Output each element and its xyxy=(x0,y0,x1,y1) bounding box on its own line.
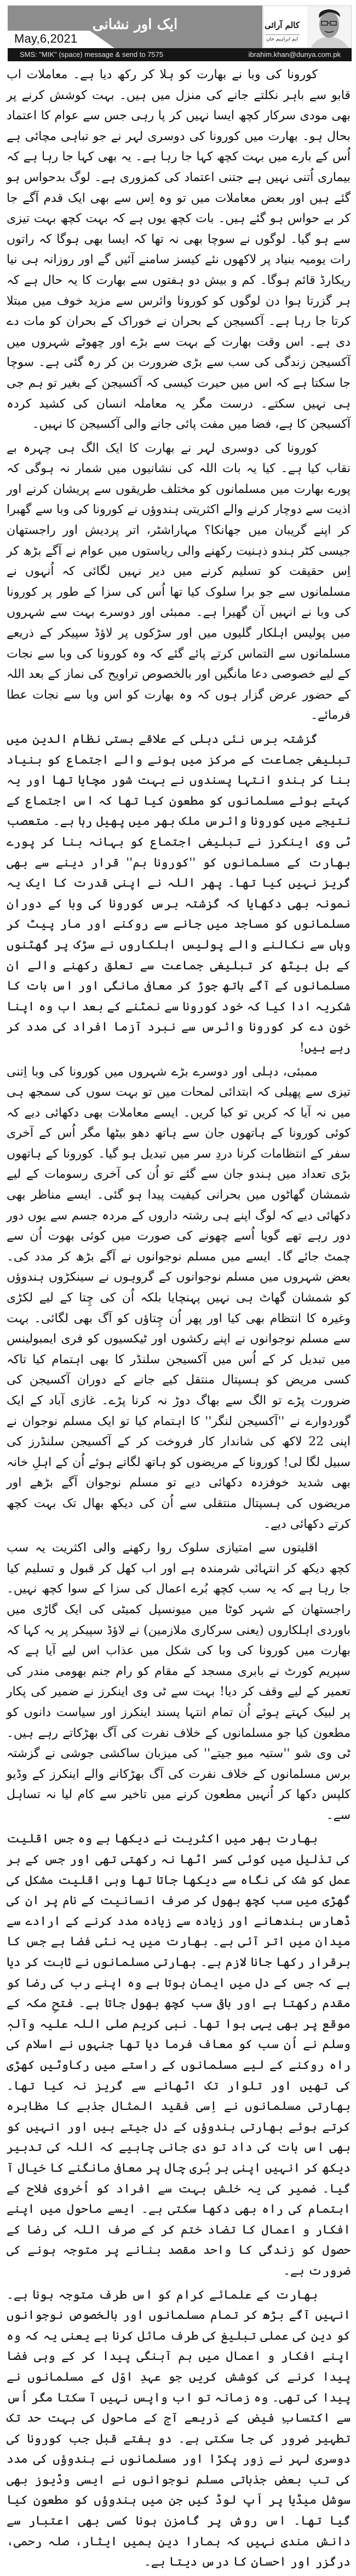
article-paragraph: کورونا کی دوسری لہر نے بھارت کا ایک الگ ہی چہرہ بے نقاب کیا ہے۔ کیا یہ بات اللہ کی نشانیوں میں شمار نہ ہوگی کہ پورے بھارت میں مسلمانوں کو مختلف طریقوں سے پریشان کرنے اور اذیت سے دوچار کرنے والے اکثریتی ہندوؤں نے کورونا کی وبا سے گھبرا کر اپنے گریبان میں جھانکا؟ مہاراشٹر، اتر پردیش اور راجستھان جیسی کٹر ہندو ذہنیت رکھنے والی ریاستوں میں عوام نے آگے بڑھ کر اِس حقیقت کو تسلیم کرنے میں دیر نہیں لگائی کہ اُنہوں نے مسلمانوں سے جو برا سلوک کیا تھا اُس کی سزا کے طور پر کورونا کی وبا نے انہیں آن گھیرا ہے۔ ممبئی اور دوسرے بہت سے شہروں میں پولیس اہلکار گلیوں میں اور سڑکوں پر لاؤڈ سپیکر کے ذریعے مسلمانوں سے التماس کرتے پائے گئے کہ وہ کورونا کی وبا سے نجات کے لیے خصوصی دعا مانگیں اور بالخصوص تراویح کی نماز کے بعد اللہ کے حضور عرض گزار ہوں کہ وہ بھارت کو اس وبا سے نجات عطا فرمائے۔ xyxy=(7,441,351,723)
column-title: ایک اور نشانی xyxy=(92,16,178,33)
article-paragraph: ممبئی، دہلی اور دوسرے بڑے شہروں میں کورونا کی وبا اِتنی تیزی سے پھیلی کہ ابتدائی لمحات میں تو بہت سوں کی سمجھ ہی میں نہ آیا کہ کریں تو کیا کریں۔ ایسے معاملات بھی دکھائی دیے کہ کوئی کورونا کے ہاتھوں جان سے ہاتھ دھو بیٹھا مگر اُس کے آخری سفر کے انتظامات کرنا دردِ سر میں تبدیل ہو گیا۔ کورونا کے ہاتھوں بڑی تعداد میں ہندو جان سے گئے تو اُن کی آخری رسومات کے لیے شمشان گھاٹوں میں بحرانی کیفیت پیدا ہو گئی۔ ایسے مناظر بھی دکھائی دیے کہ لوگ اپنے ہی رشتہ داروں کے مردہ جسم سے یوں دور دور رہے تھے گویا اُسے چھونے کی صورت میں کوئی بھوت اُن سے چمٹ جائے گا۔ ایسے میں مسلم نوجوانوں نے آگے بڑھ کر مدد کی۔ بعض شہروں میں مسلم نوجوانوں کے گروہوں نے سینکڑوں ہندوؤں کو شمشان گھاٹ ہی نہیں پہنچایا بلکہ اُن کی چِتا کے لیے لکڑی وغیرہ کا انتظام بھی کیا اور پھر اُن چِتاؤں کو آگ بھی لگائی۔ بہت سے مسلم نوجوانوں نے اپنے رکشوں اور ٹیکسیوں کو فری ایمبولینس میں تبدیل کر کے اُس میں آکسیجن سلنڈر کا بھی اہتمام کیا تاکہ کسی مریض کو ہسپتال منتقل کیے جانے کے دوران آکسیجن کی ضرورت پڑے تو الگ سے بھاگ دوڑ نہ کرنا پڑے۔ غازی آباد کے ایک گوردوارے نے ''آکسیجن لنگر'' کا اہتمام کیا تو ایک مسلم نوجوان نے اپنی 22 لاکھ کی شاندار کار فروخت کر کے آکسیجن سلنڈرز کی سبیل لگا لی! کورونا کے مریضوں کو ہاتھ لگاتے ہوئے اُن کے اہلِ خانہ بھی شدید خوفزدہ دکھائی دیے تو مسلم نوجوان آگے بڑھے اور مریضوں کی ہسپتال منتقلی سے اُن کی دیکھ بھال تک بہت کچھ کرتے دکھائی دیے۔ xyxy=(7,1065,351,1531)
author-name: ایم ابراہیم خان xyxy=(266,37,298,42)
column-header xyxy=(8,5,352,61)
article-paragraph: اقلیتوں سے امتیازی سلوک روا رکھنے والی اکثریت یہ سب کچھ دیکھ کر انتہائی شرمندہ ہے اور اب کھل کر قبول و تسلیم کیا جا رہا ہے کہ یہ سب کچھ بُرے اعمال کی سزا کے سوا کچھ نہیں۔ راجستھان کے شہر کوٹا میں میونسپل کمیٹی کی ایک گاڑی میں باوردی اہلکاروں (یعنی سرکاری ملازمین) نے لاؤڈ سپیکر پر یہ کہا کہ بھارت میں کورونا کی وبا کی شکل میں عذاب اس لیے آیا ہے کہ سپریم کورٹ نے بابری مسجد کے مقام کو رام جنم بھومی مندر کی تعمیر کے لیے وقف کر دیا! بہت سے ٹی وی اینکرز نے ضمیر کی پکار پر لبیک کہتے ہوئے اُن تمام انتہا پسند اینکرز اور سیاست دانوں کو مطعون کیا جو مسلمانوں کے خلاف نفرت کی آگ بھڑکاتے رہے ہیں۔ ٹی وی شو ''ستیہ میو جیتے'' کی میزبان ساکشی جوشی نے گزشتہ برس مسلمانوں کے خلاف نفرت کی آگ بھڑکانے والے اینکرز کے وڈیو کلپس دکھا کر اُنہیں مطعون کرنے میں تاخیر سے کام لیا نہ تساہل سے۔ xyxy=(7,1541,351,1822)
contact-bar xyxy=(8,48,352,61)
divider xyxy=(266,34,300,35)
sms-info: SMS: "MIK" (space) message & send to 7575 xyxy=(20,50,164,59)
article-paragraph: کورونا کی وبا نے بھارت کو ہلا کر رکھ دیا ہے۔ معاملات اب قابو سے باہر نکلتے جانے کی منزل میں ہیں۔ بہت کوشش کرنے پر بھی مودی سرکار کچھ ایسا نہیں کر پا رہی جس سے عوام کا اعتماد بحال ہو۔ بھارت میں کورونا کی دوسری لہر نے جو تباہی مچائی ہے اُس کے بارے میں بہت کچھ کہا جا رہا ہے۔ یہ بھی کہا جا رہا ہے کہ بیماری اُتنی نہیں ہے جتنی اعتماد کی کمزوری ہے۔ لوگ بدحواس ہو گئے ہیں اور بعض معاملات میں تو وہ اِس سے بھی ایک قدم آگے جا کر بے حواس ہو گئے ہیں۔ بات کچھ یوں ہے کہ بہت کچھ بہت تیزی سے ہو گیا۔ لوگوں نے سوچا بھی نہ تھا کہ ایسا بھی ہوگا کہ راتوں رات یومیہ بنیاد پر لاکھوں نئے کیسز سامنے آئیں گے اور روزانہ ہی نیا ریکارڈ قائم ہوگا۔ کم و بیش دو ہفتوں سے بھارت کا یہ حال ہے کہ ہر گزرتا ہوا دن لوگوں کو کورونا وائرس سے مزید خوف میں مبتلا کرتا جا رہا ہے۔ آکسیجن کے بحران نے خوراک کے بحران کو مات دے دی ہے۔ اس وقت بھارت کے بہت سے بڑے اور چھوٹے شہروں میں آکسیجن زندگی کی سب سے بڑی ضرورت بن کر رہ گئی ہے۔ سوچا جا سکتا ہے کہ اس میں حیرت کیسی کہ آکسیجن کے بغیر تو ہم جی ہی نہیں سکتے۔ درست مگر یہ معاملہ انسان کی کشید کردہ آکسیجن کا ہے، فضا میں مفت پائی جانے والی آکسیجن کا نہیں۔ xyxy=(7,68,351,432)
article-body xyxy=(7,65,351,2576)
article-paragraph: بھارت بھر میں اکثریت نے دیکھا ہے وہ جس اقلیت کی تذلیل میں کوئی کسر اٹھا نہ رکھتی تھی اور جس کے ہر عمل کو شک کی نگاہ سے دیکھا جاتا تھا وہی اقلیت مشکل کی گھڑی میں سب کچھ بھول کر صرف انسانیت کے نام پر ان کی ڈھارس بندھانے اور زیادہ سے زیادہ مدد کرنے کے ارادے سے میدان میں اتر آئی ہے۔ بھارت میں یہ نئی فضا ہے جس کا برقرار رکھا جانا لازم ہے۔ بھارتی مسلمانوں نے ثابت کر دیا ہے کہ جس کے دل میں ایمان ہوتا ہے وہ اپنے رب کی رضا کو مقدم رکھتا ہے اور باقی سب کچھ بھول جاتا ہے۔ فتحِ مکہ کے موقع پر بھی یہی ہوا تھا۔ نبی کریم صلی اللہ علیہ وآلہٖ وسلم نے اُن سب کو معاف فرما دیا تھا جنہوں نے اسلام کی راہ روکنے کے لیے مسلمانوں کے راستے میں رکاوٹیں کھڑی کی تھیں اور تلوار تک اٹھانے سے گریز نہ کیا تھا۔ بھارتی مسلمانوں نے اِسی فقید المثال جذبے کا مظاہرہ کرتے ہوئے بھارتی ہندوؤں کے دل جیتے ہیں اور انہیں کو بھی اس بات کی داد تو دی جانی چاہیے کہ اللہ کی تدبیر دیکھ کر انہیں اپنی ہر بُری چال پر معافی مانگنے کا خیال آ گیا۔ ضمیر کی یہ خلش بہت سے افراد کو اُخروی فلاح کے اہتمام کی راہ بھی دکھا سکتی ہے۔ ایسے ماحول میں اپنے افکار و اعمال کا تضاد ختم کر کے صرف اللہ کی رضا کے حصول کو زندگی کا واحد مقصد بنانے پر متوجہ ہونے کی ضرورت ہے۔ xyxy=(7,1832,351,2278)
author-email: ibrahim.khan@dunya.com.pk xyxy=(248,50,341,59)
publish-date: May,6,2021 xyxy=(14,32,78,45)
article-paragraph: گزشتہ برس نئی دہلی کے علاقے بستی نظام الدین میں تبلیغی جماعت کے مرکز میں ہونے والے اجتماع کو بنیاد بنا کر ہندو انتہا پسندوں نے بہت شور مچایا تھا اور یہ کہتے ہوئے مسلمانوں کو مطعون کیا تھا کہ اس اجتماع کے نتیجے میں کورونا وائرس ملک بھر میں پھیل رہا ہے۔ متعصب ٹی وی اینکرز نے تبلیغی اجتماع کو بہانہ بنا کر پورے بھارت کے مسلمانوں کو ''کورونا بم'' قرار دینے سے بھی گریز نہیں کیا تھا۔ پھر اللہ نے اپنی قدرت کا ایک یہ نمونہ بھی دکھایا کہ گزشتہ برس کورونا کی وبا کے دوران مسلمانوں کو مساجد میں جانے سے روکنے اور مار پیٹ کر وہاں سے نکالنے والے پولیس اہلکاروں نے سڑک پر گھٹنوں کے بل بیٹھ کر تبلیغی جماعت سے تعلق رکھنے والے ان مسلمانوں کے آگے ہاتھ جوڑ کر معافی مانگی اور اس بات کا شکریہ ادا کیا کہ خود کورونا سے نمٹنے کے بعد اب وہ اپنا خون دے کر کورونا وائرس سے نبرد آزما افراد کی مدد کر رہے ہیں! xyxy=(7,732,351,1055)
column-brand: کالم آرائی xyxy=(265,20,300,30)
author-portrait-icon xyxy=(307,6,351,48)
article-paragraph: بھارت کے علمائے کرام کو اس طرف متوجہ ہونا ہے۔ انہیں آگے بڑھ کر تمام مسلمانوں اور بالخصوص نوجوانوں کو دین کی عملی تبلیغ کی طرف مائل کرنا ہے یعنی یہ کہ وہ اپنے افکار و اعمال میں ہم آہنگی پیدا کر کے وہی فضا پیدا کرنے کی کوشش کریں جو عہدِ اوّل کے مسلمانوں نے پیدا کی تھی۔ وہ زمانہ تو اب واپس نہیں آ سکتا مگر اُس سے اکتسابِ فیض کے ذریعے آج کے ماحول کی بہت حد تک تطہیر ضرور کی جا سکتی ہے۔ دو ہفتے قبل جب کورونا کی دوسری لہر نے زور پکڑا اور مسلمانوں نے ہندوؤں کی مدد کی تب بعض جذباتی مسلم نوجوانوں نے ایسی وڈیوز بھی سوشل میڈیا پر اَپ لوڈ کیں جن میں ہندوؤں کو مطعون کیا گیا تھا۔ اس روش پر گامزن ہونا کسی بھی اعتبار سے دانش مندی نہیں کہ ہمارا دین ہمیں ایثار، صلہ رحمی، درگزر اور احسان کا درس دیتا ہے۔ xyxy=(7,2288,351,2569)
author-box xyxy=(263,5,352,48)
